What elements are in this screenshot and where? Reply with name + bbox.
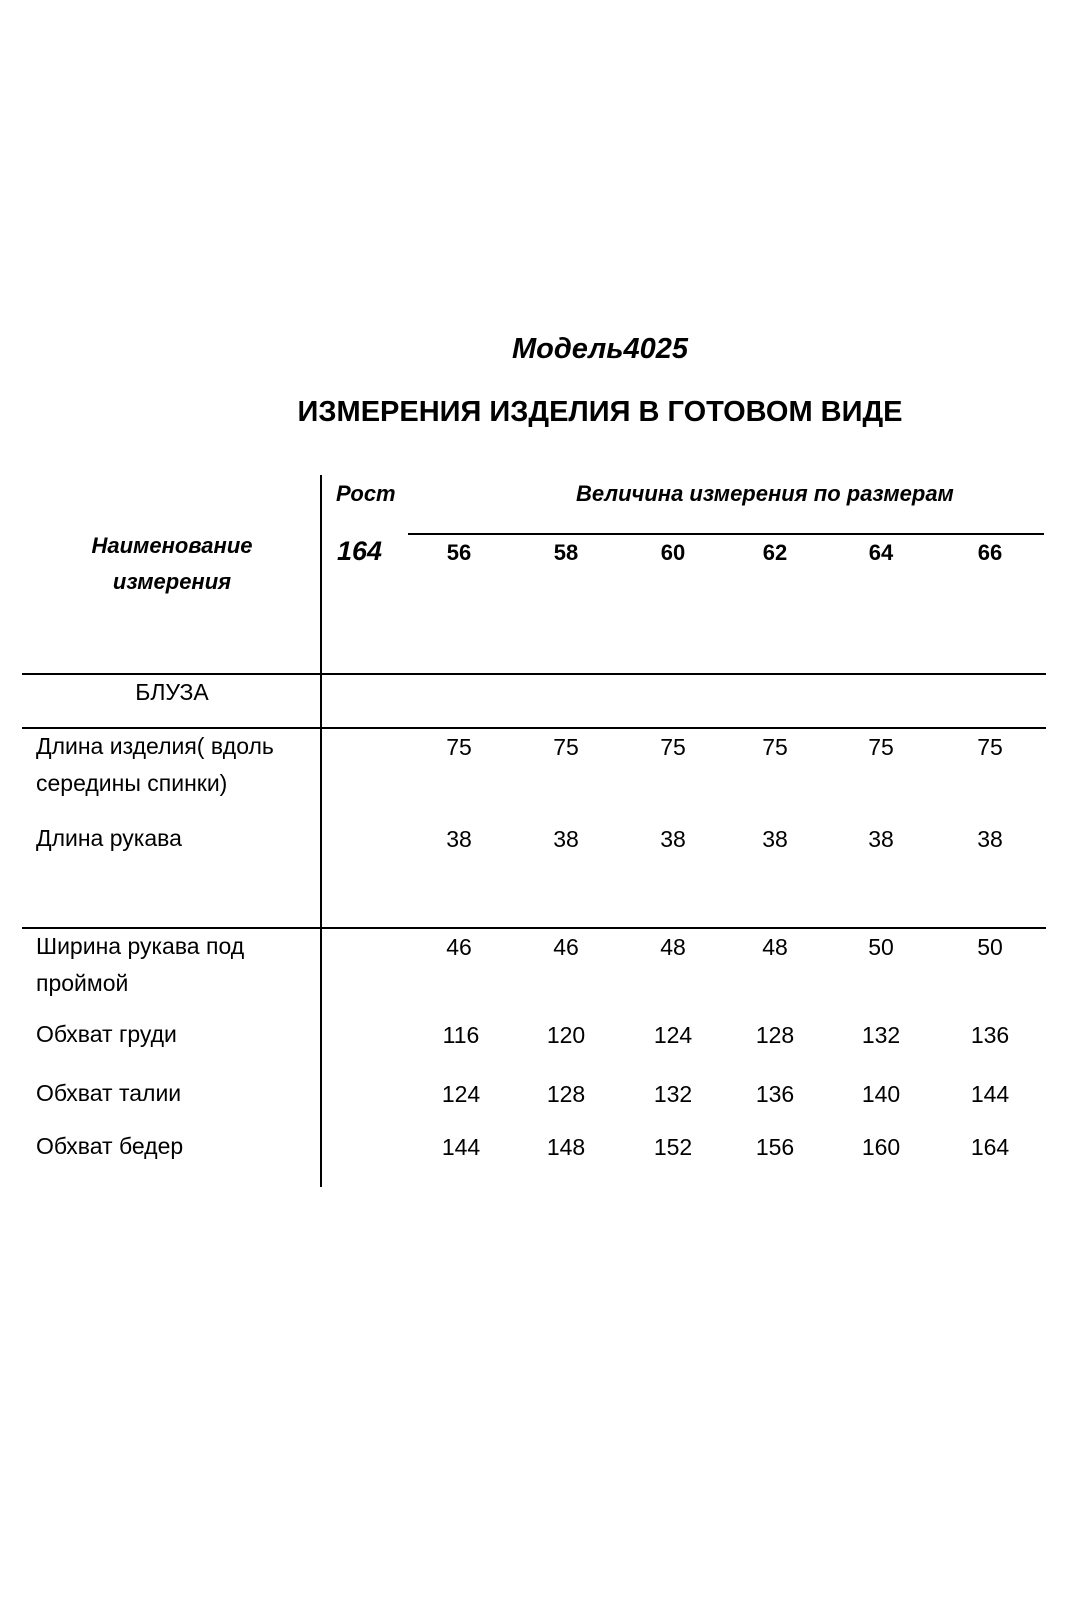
cell-value: 144 [970, 1081, 1010, 1107]
cell-value: 46 [446, 934, 472, 960]
cell-value: 38 [868, 826, 894, 852]
cell-value: 75 [660, 734, 686, 760]
row-label-line1: Обхват бедер [36, 1133, 184, 1159]
sizes-header: Величина измерения по размерам [576, 481, 954, 506]
height-label: Рост [336, 481, 396, 506]
cell-value: 164 [970, 1134, 1010, 1160]
cell-value: 144 [441, 1134, 481, 1160]
row-label-line1: Ширина рукава под [36, 933, 245, 959]
cell-value: 38 [762, 826, 788, 852]
size-column-header: 56 [446, 540, 472, 565]
cell-value: 50 [868, 934, 894, 960]
row-label-line2: проймой [36, 970, 129, 996]
cell-value: 120 [546, 1022, 586, 1048]
cell-value: 128 [546, 1081, 586, 1107]
cell-value: 75 [762, 734, 788, 760]
name-header-line2: измерения [112, 569, 232, 594]
cell-value: 116 [442, 1022, 480, 1048]
cell-value: 156 [755, 1134, 795, 1160]
cell-value: 75 [553, 734, 579, 760]
cell-value: 136 [970, 1022, 1010, 1048]
cell-value: 148 [546, 1134, 586, 1160]
model-title: Модель4025 [511, 333, 689, 365]
row-label-line1: Обхват талии [36, 1080, 182, 1106]
row-label-line1: Длина рукава [36, 825, 182, 851]
cell-value: 75 [868, 734, 894, 760]
sizes-header-underline [408, 533, 1044, 535]
size-column-header: 62 [762, 540, 788, 565]
cell-value: 38 [553, 826, 579, 852]
name-header-line1: Наименование [91, 533, 253, 558]
row-label-line1: Обхват груди [36, 1021, 177, 1047]
header-bottom-rule [22, 673, 1046, 675]
size-column-header: 66 [977, 540, 1003, 565]
row-label-line2: середины спинки) [36, 770, 228, 796]
cell-value: 75 [446, 734, 472, 760]
document-title: ИЗМЕРЕНИЯ ИЗДЕЛИЯ В ГОТОВОМ ВИДЕ [297, 396, 903, 428]
cell-value: 140 [861, 1081, 901, 1107]
size-column-header: 58 [553, 540, 579, 565]
size-column-header: 64 [868, 540, 894, 565]
cell-value: 128 [755, 1022, 795, 1048]
row-label-line1: Длина изделия( вдоль [36, 733, 274, 759]
cell-value: 48 [660, 934, 686, 960]
cell-value: 38 [446, 826, 472, 852]
cell-value: 132 [653, 1081, 693, 1107]
cell-value: 160 [861, 1134, 901, 1160]
cell-value: 124 [653, 1022, 693, 1048]
cell-value: 75 [977, 734, 1003, 760]
cell-value: 132 [861, 1022, 901, 1048]
cell-value: 48 [762, 934, 788, 960]
cell-value: 50 [977, 934, 1003, 960]
height-value: 164 [337, 536, 383, 566]
cell-value: 152 [653, 1134, 693, 1160]
cell-value: 46 [553, 934, 579, 960]
cell-value: 38 [977, 826, 1003, 852]
cell-value: 38 [660, 826, 686, 852]
cell-value: 136 [755, 1081, 795, 1107]
size-column-header: 60 [660, 540, 686, 565]
cell-value: 124 [441, 1081, 481, 1107]
section-label: БЛУЗА [135, 679, 209, 705]
